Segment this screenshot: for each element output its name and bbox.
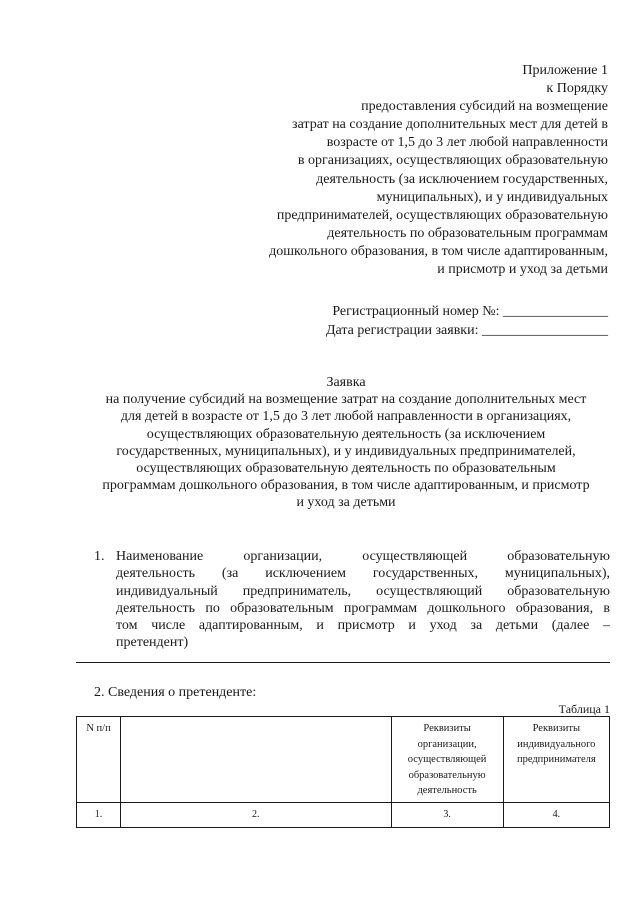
section-1-line: том числе адаптированным, и присмотр и уход за детьми (далее – — [116, 618, 610, 634]
appendix-line: Приложение 1 — [522, 63, 608, 78]
table-number-row — [77, 803, 610, 828]
registration-number: Регистрационный номер №: _______________ — [332, 304, 608, 319]
appendix-line: деятельность (за исключением государственных, — [316, 171, 608, 187]
column-number-cell[interactable]: 3. — [391, 803, 503, 828]
appendix-line: затрат на создание дополнительных мест для детей в — [292, 117, 608, 133]
header-cell-org-details: Реквизиты организации, осуществляющей образовательную деятельность — [391, 717, 503, 803]
table-caption: Таблица 1 — [558, 702, 610, 716]
appendix-line: предпринимателей, осуществляющих образовательную — [276, 207, 608, 223]
header-cell-blank — [121, 717, 392, 803]
table-header-row — [77, 717, 610, 803]
registration-date: Дата регистрации заявки: __________________ — [325, 323, 608, 338]
title-line: на получение субсидий на возмещение затрат на создание дополнительных мест — [105, 392, 587, 408]
column-number-cell[interactable]: 1. — [77, 803, 121, 828]
section-1-line: деятельность (за исключением государственных, муниципальных), — [116, 566, 610, 582]
column-number-cell[interactable]: 2. — [121, 803, 392, 828]
section-2-label: 2. Сведения о претенденте: — [94, 685, 257, 700]
title-line: государственных, муниципальных), и у индивидуальных предпринимателей, — [116, 443, 576, 459]
column-number-cell[interactable]: 4. — [503, 803, 609, 828]
header-cell-number: N п/п — [77, 717, 121, 803]
appendix-block — [188, 62, 608, 279]
title-line: осуществляющих образовательную деятельность по образовательным — [136, 461, 556, 477]
appendix-line: деятельность по образовательным программам — [327, 225, 608, 241]
section-1-line: деятельность по образовательным программам дошкольного образования, в — [116, 600, 610, 616]
appendix-line: муниципальных), и у индивидуальных — [376, 189, 608, 205]
title-line: осуществляющих образовательную деятельность (за исключением — [146, 426, 546, 442]
section-1-line: претендент) — [116, 635, 189, 651]
section-1-line: индивидуальный предприниматель, осуществляющий образовательную — [116, 583, 610, 599]
appendix-line: возрасте от 1,5 до 3 лет любой направленности — [326, 135, 608, 151]
fill-in-line[interactable] — [76, 650, 610, 663]
title-line: программам дошкольного образования, в том числе адаптированным, и присмотр — [102, 478, 590, 494]
title-heading: Заявка — [326, 375, 366, 390]
section-1-number: 1. — [94, 549, 105, 564]
appendix-line: дошкольного образования, в том числе адаптированным, — [269, 243, 608, 259]
section-1 — [94, 548, 610, 652]
application-title — [72, 374, 620, 512]
title-line: и уход за детьми — [296, 495, 396, 511]
appendix-line: предоставления субсидий на возмещение — [361, 99, 608, 115]
appendix-line: в организациях, осуществляющих образовательную — [297, 153, 608, 169]
registration-block — [248, 302, 608, 340]
title-line: для детей в возрасте от 1,5 до 3 лет любой направленности в организациях, — [120, 409, 572, 425]
header-cell-entrepreneur-details: Реквизиты индивидуального предпринимателя — [503, 717, 609, 803]
appendix-line: к Порядку — [546, 81, 608, 97]
section-1-line: Наименование организации, осуществляющей образовательную — [116, 549, 610, 564]
applicant-info-table — [76, 716, 610, 828]
appendix-line: и присмотр и уход за детьми — [437, 262, 608, 278]
